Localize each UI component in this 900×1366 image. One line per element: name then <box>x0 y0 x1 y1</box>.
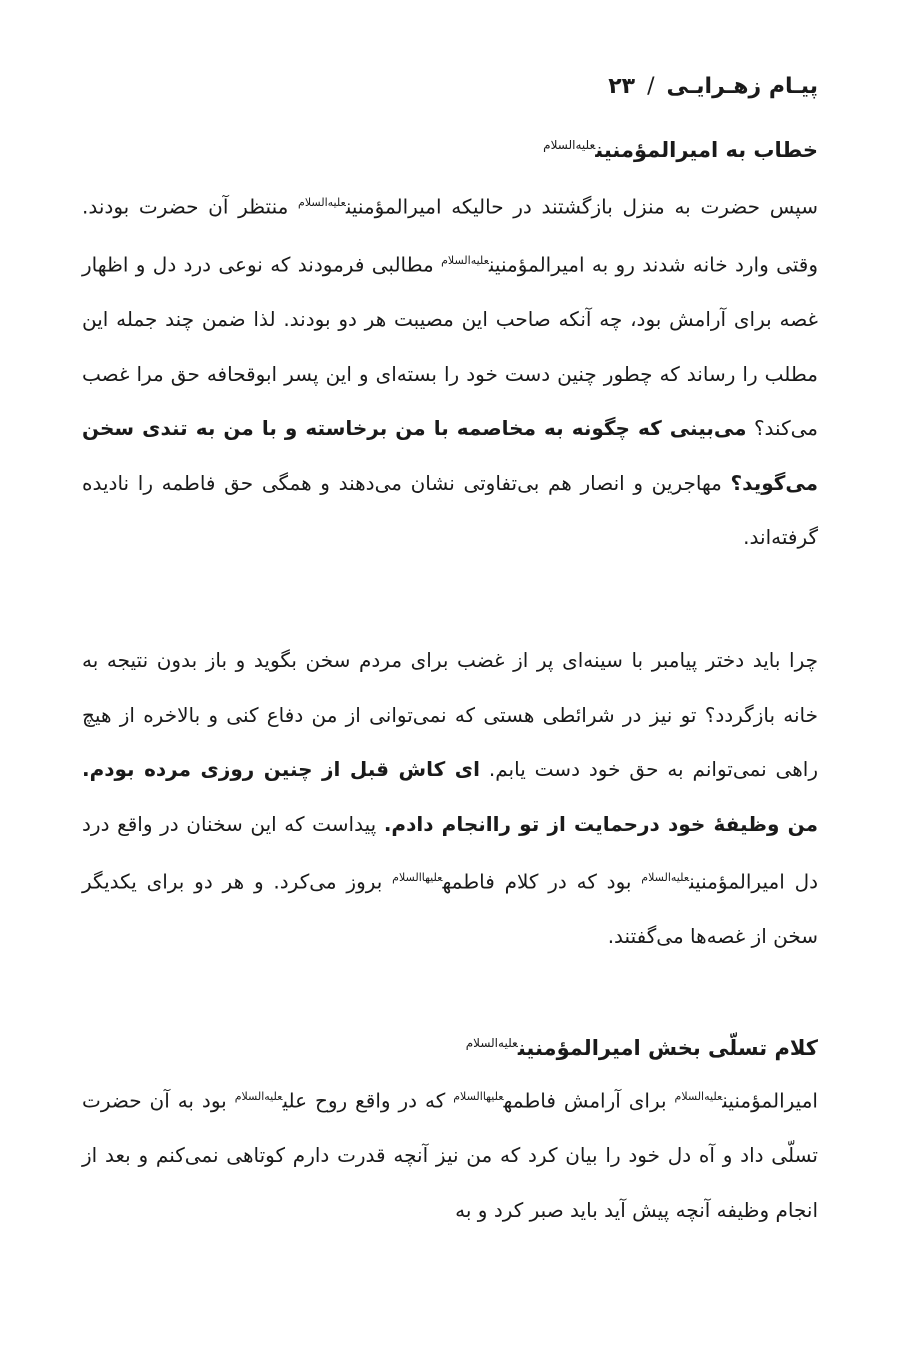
running-header <box>608 70 818 104</box>
paragraph <box>82 176 818 565</box>
honorific-mark: علیه‌السلام <box>298 196 346 209</box>
header-separator: / <box>647 74 655 99</box>
honorific-mark: علیهاالسلام <box>453 1090 504 1103</box>
honorific-mark: علیه‌السلام <box>674 1090 723 1103</box>
text-run: سپس حضرت به منزل بازگشتند در حالیکه امیرالمؤمنین <box>345 194 818 219</box>
honorific-mark: علیهاالسلام <box>392 871 443 884</box>
honorific-mark: علیه‌السلام <box>234 1090 283 1103</box>
honorific-mark: علیه‌السلام <box>543 138 596 152</box>
text-run: که در واقع روح علی <box>282 1088 454 1113</box>
text-run: بود که در کلام فاطمه <box>442 869 642 894</box>
text-run: بود به آن حضرت تسلّی داد و آه دل خود را بیان کرد که من نیز آنچه قدرت دارم کوتاهی نمی‌کنم و بعد از انجام وظیفه آنچه پیش آید باید صبر کرد و به <box>82 1088 818 1222</box>
text-run: پیداست که این سخنان در واقع درد دل امیرالمؤمنین <box>82 811 819 894</box>
paragraph <box>82 1070 818 1237</box>
text-run: مهاجرین و انصار هم بی‌تفاوتی نشان می‌دهند و همگی حق فاطمه را نادیده گرفته‌اند. <box>82 470 818 550</box>
honorific-mark: علیه‌السلام <box>465 1036 518 1050</box>
book-title: پیـام زهـرایـی <box>666 74 818 99</box>
section-heading-text: خطاب به امیرالمؤمنین <box>595 138 818 162</box>
bold-quote: می‌بینی که چگونه به مخاصمه با من برخاسته و با من به تندی سخن می‌گوید؟ <box>82 416 818 495</box>
honorific-mark: علیه‌السلام <box>441 254 489 268</box>
section-heading <box>82 128 818 167</box>
page-number: ۲۳ <box>608 74 636 99</box>
text-run: منتظر آن حضرت بودند. وقتی وارد خانه شدند رو به امیرالمؤمنین <box>82 194 818 277</box>
bold-quote: ای کاش قبل از چنین روزی مرده بودم. من وظیفهٔ خود درحمایت از تو راانجام دادم. <box>82 757 818 836</box>
text-run: چرا باید دختر پیامبر با سینه‌ای پر از غضب برای مردم سخن بگوید و باز بدون نتیجه به خانه بازگردد؟ تو نیز در شرائطی هستی که نمی‌توانی از من دفاع کنی و بالاخره از هیچ راهی نمی‌توانم به حق خود دست یابم. <box>82 648 818 781</box>
text-run: امیرالمؤمنین <box>722 1088 818 1113</box>
section-heading <box>82 1026 818 1065</box>
text-run: بروز می‌کرد. و هر دو برای یکدیگر سخن از غصه‌ها می‌گفتند. <box>82 869 818 949</box>
text-run: مطالبی فرمودند که نوعی درد دل و اظهار غصه برای آرامش بود، چه آنکه صاحب این مصیبت هر دو بودند. لذا ضمن چند جمله این مطلب را رساند که چطور چنین دست خود را بسته‌ای و این پسر ابوقحافه حق مرا غصب می‌کند؟ <box>82 252 818 441</box>
section-heading-text: کلام تسلّی بخش امیرالمؤمنین <box>517 1036 818 1060</box>
text-run: برای آرامش فاطمه <box>503 1088 675 1113</box>
paragraph <box>82 633 818 964</box>
honorific-mark: علیه‌السلام <box>641 871 690 884</box>
